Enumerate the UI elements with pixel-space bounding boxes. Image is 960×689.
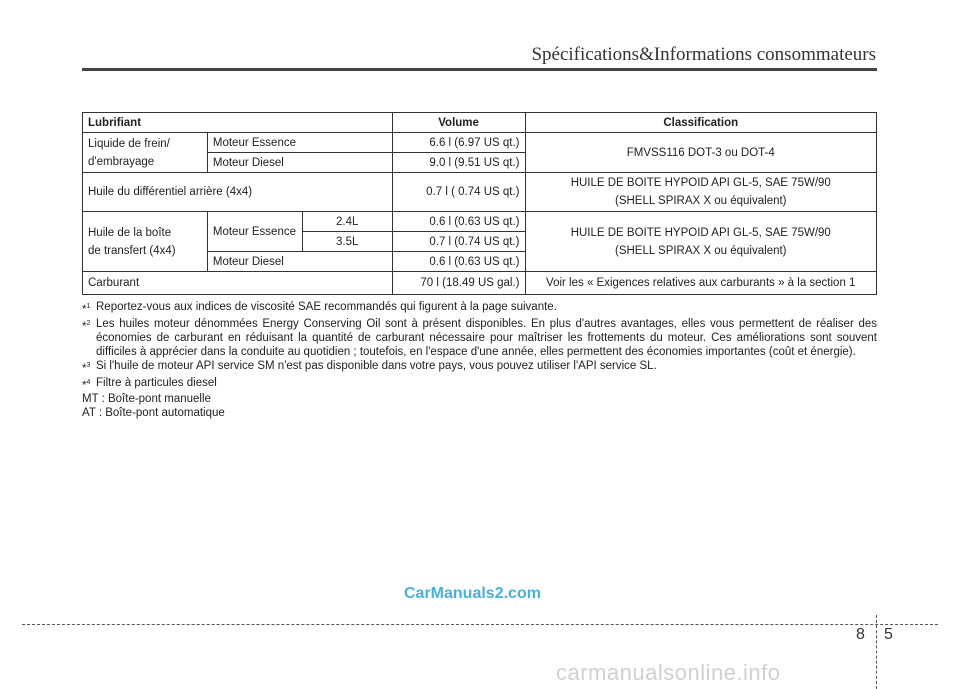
footnote-asterisk: * — [82, 320, 87, 333]
transfer-35l-label: 3.5L — [302, 232, 392, 252]
rear-diff-classification — [525, 173, 877, 212]
transfer-name-line1: Huile de la boîte — [88, 226, 172, 239]
abbrev-at: AT : Boîte-pont automatique — [82, 407, 225, 420]
footnote-marker — [82, 300, 96, 317]
brake-name-line2: d'embrayage — [88, 155, 155, 168]
watermark-link[interactable]: CarManuals2.com — [404, 585, 541, 602]
rear-diff-volume: 0.7 l ( 0.74 US qt.) — [392, 173, 525, 212]
table-row — [83, 173, 877, 212]
transfer-class-line1: HUILE DE BOITE HYPOID API GL-5, SAE 75W/90 — [570, 226, 831, 239]
footnote-marker — [82, 317, 96, 359]
footnote-text: Les huiles moteur dénommées Energy Conserving Oil sont à présent disponibles. En plus d'autres avantages, elles vous permettent de réaliser des économies de carburant en réduisant la quantité de carburant nécessaire pour maîtriser les frottements du moteur. Ces améliorations sont souvent difficiles à apprécier dans la conduite au quotidien ; toutefois, en l'espace d'une année, elles permettent des économies importantes (coût et énergie). — [96, 317, 877, 358]
footnote-text: Reportez-vous aux indices de viscosité SAE recommandés qui figurent à la page suivante. — [96, 301, 557, 313]
abbrev-mt: MT : Boîte-pont manuelle — [82, 393, 211, 406]
transfer-classification — [525, 212, 877, 272]
header-rule — [82, 68, 877, 71]
footnote-asterisk: * — [82, 362, 87, 375]
rear-diff-class-line1: HUILE DE BOITE HYPOID API GL-5, SAE 75W/90 — [570, 177, 831, 189]
transfer-case-cell — [83, 212, 208, 272]
lubricant-table — [82, 112, 877, 295]
header-volume: Volume — [392, 113, 525, 133]
table-header-row — [83, 113, 877, 133]
brake-diesel-engine: Moteur Diesel — [207, 153, 392, 173]
footnote-3 — [82, 359, 877, 376]
footnote-marker — [82, 359, 96, 376]
transfer-class-line2: (SHELL SPIRAX X ou équivalent) — [614, 244, 787, 257]
brake-classification: FMVSS116 DOT-3 ou DOT-4 — [525, 133, 877, 173]
footnote-1 — [82, 300, 877, 317]
footnote-number: 1 — [86, 303, 91, 310]
transfer-24l-volume: 0.6 l (0.63 US qt.) — [392, 212, 525, 232]
footnote-asterisk: * — [82, 303, 87, 316]
fuel-name: Carburant — [83, 272, 393, 295]
section-title: Spécifications&Informations consommateurs — [531, 44, 876, 65]
table-row — [83, 133, 877, 153]
footnote-asterisk: * — [82, 379, 87, 392]
transfer-35l-volume: 0.7 l (0.74 US qt.) — [392, 232, 525, 252]
brake-name-line1: Liquide de frein/ — [88, 137, 170, 150]
rear-diff-name: Huile du différentiel arrière (4x4) — [83, 173, 393, 212]
table-row — [83, 272, 877, 295]
transfer-petrol-engine: Moteur Essence — [207, 212, 302, 252]
brake-diesel-volume: 9.0 l (9.51 US qt.) — [392, 153, 525, 173]
transfer-diesel-engine: Moteur Diesel — [207, 252, 392, 272]
chapter-number: 8 — [856, 626, 865, 643]
transfer-24l-label: 2.4L — [302, 212, 392, 232]
brake-petrol-engine: Moteur Essence — [207, 133, 392, 153]
footnote-text: Si l'huile de moteur API service SM n'est pas disponible dans votre pays, vous pouvez utiliser l'API service SL. — [96, 359, 657, 372]
footnote-marker — [82, 376, 96, 393]
page-number-divider — [876, 615, 877, 689]
footnote-text: Filtre à particules diesel — [96, 376, 217, 389]
header-lubricant: Lubrifiant — [83, 113, 393, 133]
fuel-volume: 70 l (18.49 US gal.) — [392, 272, 525, 295]
rear-diff-class-line2: (SHELL SPIRAX X ou équivalent) — [614, 195, 787, 207]
header-classification: Classification — [525, 113, 877, 133]
footnotes — [82, 300, 877, 420]
footnote-4 — [82, 376, 877, 393]
fuel-classification: Voir les « Exigences relatives aux carburants » à la section 1 — [525, 272, 877, 295]
brake-fluid-cell — [83, 133, 208, 173]
footer-divider — [22, 624, 938, 625]
footnote-number: 2 — [86, 319, 91, 327]
footer-site-watermark[interactable]: carmanualsonline.info — [556, 660, 781, 685]
table-row — [83, 212, 877, 232]
page-number: 5 — [884, 626, 893, 643]
brake-petrol-volume: 6.6 l (6.97 US qt.) — [392, 133, 525, 153]
footnote-2 — [82, 317, 877, 359]
transfer-name-line2: de transfert (4x4) — [88, 244, 176, 257]
transfer-diesel-volume: 0.6 l (0.63 US qt.) — [392, 252, 525, 272]
footnote-number: 3 — [86, 361, 91, 369]
footnote-number: 4 — [86, 378, 91, 386]
